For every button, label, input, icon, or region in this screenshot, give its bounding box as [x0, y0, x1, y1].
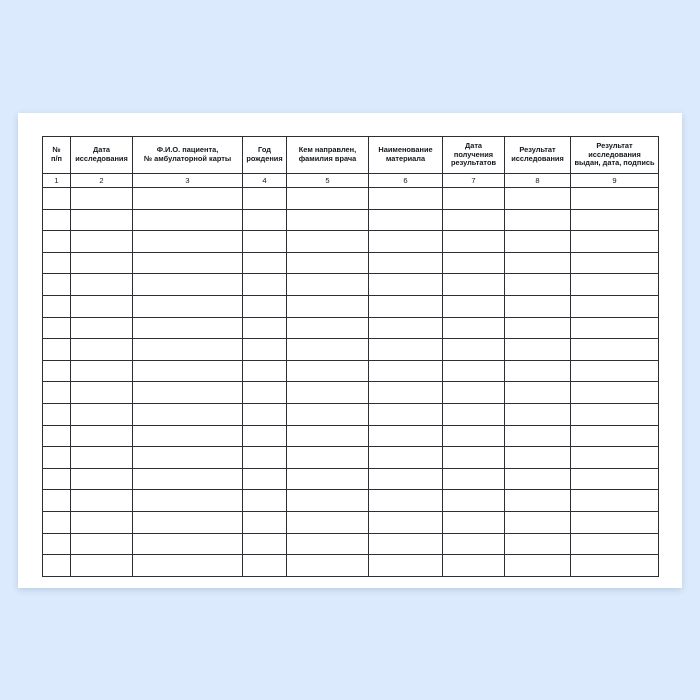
- table-row: [43, 317, 659, 339]
- table-cell[interactable]: [71, 447, 133, 469]
- table-cell[interactable]: [505, 360, 571, 382]
- table-body: [43, 174, 659, 577]
- table-cell[interactable]: [133, 317, 243, 339]
- table-cell[interactable]: [43, 209, 71, 231]
- table-cell[interactable]: [443, 274, 505, 296]
- table-cell[interactable]: [369, 533, 443, 555]
- table-cell[interactable]: [571, 533, 659, 555]
- table-cell[interactable]: [571, 425, 659, 447]
- header-line: Наименование: [378, 145, 433, 155]
- table-cell[interactable]: [443, 447, 505, 469]
- table-cell[interactable]: [243, 295, 287, 317]
- table-cell[interactable]: [43, 295, 71, 317]
- table-cell[interactable]: [571, 252, 659, 274]
- table-row: [43, 490, 659, 512]
- table-cell[interactable]: [43, 317, 71, 339]
- header-line: исследования: [588, 149, 641, 159]
- table-cell[interactable]: [133, 468, 243, 490]
- table-cell[interactable]: [505, 274, 571, 296]
- table-cell[interactable]: [43, 188, 71, 210]
- table-cell[interactable]: [287, 360, 369, 382]
- table-cell[interactable]: [71, 209, 133, 231]
- table-cell[interactable]: [505, 511, 571, 533]
- header-line: Результат: [596, 140, 633, 150]
- table-cell[interactable]: [287, 425, 369, 447]
- table-cell[interactable]: [505, 555, 571, 577]
- table-cell[interactable]: [71, 252, 133, 274]
- table-row: [43, 555, 659, 577]
- table-cell[interactable]: [505, 403, 571, 425]
- table-cell[interactable]: [133, 274, 243, 296]
- table-cell[interactable]: [443, 231, 505, 253]
- table-cell[interactable]: [443, 252, 505, 274]
- table-cell[interactable]: [71, 403, 133, 425]
- table-cell[interactable]: [287, 511, 369, 533]
- table-cell[interactable]: [243, 490, 287, 512]
- table-row: [43, 511, 659, 533]
- table-cell[interactable]: [443, 382, 505, 404]
- table-cell[interactable]: [287, 274, 369, 296]
- table-row: [43, 252, 659, 274]
- header-line: Дата: [464, 140, 483, 150]
- table-cell[interactable]: [243, 511, 287, 533]
- table-cell[interactable]: [243, 382, 287, 404]
- table-row: [43, 188, 659, 210]
- table-cell[interactable]: [443, 511, 505, 533]
- table-cell[interactable]: [71, 425, 133, 447]
- table-cell[interactable]: [43, 360, 71, 382]
- table-cell[interactable]: [133, 188, 243, 210]
- table-cell[interactable]: [71, 274, 133, 296]
- column-number-cell: 7: [443, 174, 505, 188]
- table-cell[interactable]: [43, 382, 71, 404]
- table-cell[interactable]: [243, 252, 287, 274]
- table-cell[interactable]: [133, 533, 243, 555]
- table-cell[interactable]: [287, 209, 369, 231]
- table-cell[interactable]: [243, 317, 287, 339]
- header-line: результатов: [450, 158, 497, 168]
- table-cell[interactable]: [571, 490, 659, 512]
- header-line: исследования: [511, 154, 564, 163]
- table-cell[interactable]: [71, 231, 133, 253]
- table-cell[interactable]: [243, 447, 287, 469]
- table-cell[interactable]: [369, 382, 443, 404]
- table-cell[interactable]: [43, 490, 71, 512]
- header-line: Кем направлен,: [298, 145, 357, 155]
- table-cell[interactable]: [71, 339, 133, 361]
- table-cell[interactable]: [571, 295, 659, 317]
- table-cell[interactable]: [71, 317, 133, 339]
- table-cell[interactable]: [443, 317, 505, 339]
- table-cell[interactable]: [71, 555, 133, 577]
- column-number-cell: 9: [571, 174, 659, 188]
- table-cell[interactable]: [505, 533, 571, 555]
- table-cell[interactable]: [505, 188, 571, 210]
- column-header-birth-year: [243, 137, 287, 174]
- table-cell[interactable]: [243, 555, 287, 577]
- table-cell[interactable]: [43, 231, 71, 253]
- table-cell[interactable]: [571, 209, 659, 231]
- table-cell[interactable]: [369, 490, 443, 512]
- table-cell[interactable]: [287, 252, 369, 274]
- table-cell[interactable]: [443, 555, 505, 577]
- table-cell[interactable]: [71, 533, 133, 555]
- table-cell[interactable]: [133, 360, 243, 382]
- table-cell[interactable]: [133, 447, 243, 469]
- table-cell[interactable]: [505, 252, 571, 274]
- table-cell[interactable]: [71, 382, 133, 404]
- table-cell[interactable]: [571, 403, 659, 425]
- table-row: [43, 360, 659, 382]
- column-header-referred-by: [287, 137, 369, 174]
- table-cell[interactable]: [505, 209, 571, 231]
- table-cell[interactable]: [369, 231, 443, 253]
- table-cell[interactable]: [287, 295, 369, 317]
- table-cell[interactable]: [43, 403, 71, 425]
- table-cell[interactable]: [43, 252, 71, 274]
- table-cell[interactable]: [505, 425, 571, 447]
- column-header-result-issued: [571, 137, 659, 174]
- table-cell[interactable]: [133, 231, 243, 253]
- column-number-cell: 4: [243, 174, 287, 188]
- table-cell[interactable]: [571, 511, 659, 533]
- table-cell[interactable]: [287, 231, 369, 253]
- table-cell[interactable]: [287, 447, 369, 469]
- table-cell[interactable]: [287, 382, 369, 404]
- table-cell[interactable]: [133, 382, 243, 404]
- header-line: Результат: [519, 145, 556, 155]
- table-row: [43, 425, 659, 447]
- table-row: [43, 339, 659, 361]
- column-number-cell: 8: [505, 174, 571, 188]
- table-cell[interactable]: [43, 425, 71, 447]
- table-cell[interactable]: [443, 188, 505, 210]
- table-row: [43, 382, 659, 404]
- table-cell[interactable]: [443, 468, 505, 490]
- column-number-cell: 5: [287, 174, 369, 188]
- table-cell[interactable]: [505, 339, 571, 361]
- table-cell[interactable]: [571, 274, 659, 296]
- table-cell[interactable]: [369, 468, 443, 490]
- header-line: рождения: [246, 154, 283, 163]
- table-row: [43, 533, 659, 555]
- table-cell[interactable]: [443, 209, 505, 231]
- table-cell[interactable]: [369, 511, 443, 533]
- table-row: [43, 274, 659, 296]
- table-cell[interactable]: [243, 533, 287, 555]
- header-line: Год: [258, 145, 271, 155]
- table-cell[interactable]: [443, 425, 505, 447]
- header-line: Ф.И.О. пациента,: [156, 145, 219, 155]
- table-cell[interactable]: [505, 382, 571, 404]
- table-cell[interactable]: [369, 403, 443, 425]
- table-cell[interactable]: [571, 188, 659, 210]
- header-row: [43, 137, 659, 174]
- table-cell[interactable]: [133, 209, 243, 231]
- table-cell[interactable]: [243, 188, 287, 210]
- column-number-cell: 3: [133, 174, 243, 188]
- table-cell[interactable]: [133, 339, 243, 361]
- column-header-results-date: [443, 137, 505, 174]
- table-cell[interactable]: [133, 252, 243, 274]
- table-cell[interactable]: [369, 209, 443, 231]
- table-cell[interactable]: [71, 188, 133, 210]
- column-number-cell: 1: [43, 174, 71, 188]
- header-line: выдан, дата, подпись: [574, 158, 655, 168]
- table-cell[interactable]: [505, 490, 571, 512]
- table-cell[interactable]: [133, 403, 243, 425]
- table-cell[interactable]: [287, 317, 369, 339]
- table-cell[interactable]: [505, 295, 571, 317]
- table-cell[interactable]: [243, 468, 287, 490]
- header-line: материала: [385, 154, 426, 163]
- table-cell[interactable]: [243, 360, 287, 382]
- table-cell[interactable]: [287, 555, 369, 577]
- table-cell[interactable]: [43, 555, 71, 577]
- table-cell[interactable]: [287, 403, 369, 425]
- table-cell[interactable]: [133, 555, 243, 577]
- table-cell[interactable]: [571, 468, 659, 490]
- table-cell[interactable]: [505, 231, 571, 253]
- table-cell[interactable]: [369, 188, 443, 210]
- table-cell[interactable]: [571, 231, 659, 253]
- table-cell[interactable]: [71, 360, 133, 382]
- table-cell[interactable]: [133, 425, 243, 447]
- table-cell[interactable]: [71, 511, 133, 533]
- table-cell[interactable]: [369, 555, 443, 577]
- column-number-cell: 2: [71, 174, 133, 188]
- table-cell[interactable]: [443, 403, 505, 425]
- table-cell[interactable]: [287, 188, 369, 210]
- header-line: п/п: [51, 154, 62, 163]
- column-header-number: [43, 137, 71, 174]
- table-cell[interactable]: [505, 447, 571, 469]
- table-cell[interactable]: [243, 339, 287, 361]
- table-cell[interactable]: [369, 447, 443, 469]
- header-line: исследования: [75, 154, 128, 163]
- table-cell[interactable]: [133, 295, 243, 317]
- table-cell[interactable]: [369, 339, 443, 361]
- table-cell[interactable]: [43, 447, 71, 469]
- table-row: [43, 231, 659, 253]
- table-cell[interactable]: [71, 490, 133, 512]
- table-cell[interactable]: [43, 533, 71, 555]
- header-line: №: [52, 145, 61, 155]
- table-cell[interactable]: [43, 274, 71, 296]
- column-header-material-name: [369, 137, 443, 174]
- table-cell[interactable]: [369, 295, 443, 317]
- table-cell[interactable]: [43, 468, 71, 490]
- column-number-cell: 6: [369, 174, 443, 188]
- header-line: № амбулаторной карты: [143, 154, 232, 163]
- column-header-research-result: [505, 137, 571, 174]
- table-cell[interactable]: [243, 209, 287, 231]
- table-cell[interactable]: [571, 382, 659, 404]
- table-cell[interactable]: [571, 317, 659, 339]
- journal-table-container: [42, 136, 658, 577]
- table-row: [43, 209, 659, 231]
- table-cell[interactable]: [571, 339, 659, 361]
- table-cell[interactable]: [287, 533, 369, 555]
- table-cell[interactable]: [443, 490, 505, 512]
- table-cell[interactable]: [43, 511, 71, 533]
- table-cell[interactable]: [243, 403, 287, 425]
- table-cell[interactable]: [369, 317, 443, 339]
- table-header: [43, 137, 659, 174]
- table-cell[interactable]: [369, 252, 443, 274]
- table-row: [43, 447, 659, 469]
- table-cell[interactable]: [71, 295, 133, 317]
- column-header-research-date: [71, 137, 133, 174]
- header-line: Дата: [92, 145, 111, 155]
- table-cell[interactable]: [571, 360, 659, 382]
- journal-table: [42, 136, 659, 577]
- table-cell[interactable]: [43, 339, 71, 361]
- table-cell[interactable]: [287, 468, 369, 490]
- header-line: фамилия врача: [298, 154, 357, 163]
- column-header-patient-name: [133, 137, 243, 174]
- header-line: получения: [453, 149, 494, 159]
- table-cell[interactable]: [243, 231, 287, 253]
- table-cell[interactable]: [287, 339, 369, 361]
- table-cell[interactable]: [287, 490, 369, 512]
- paper-sheet: [18, 113, 682, 588]
- table-cell[interactable]: [243, 425, 287, 447]
- table-cell[interactable]: [505, 468, 571, 490]
- table-row: [43, 403, 659, 425]
- table-cell[interactable]: [443, 533, 505, 555]
- table-cell[interactable]: [443, 360, 505, 382]
- table-cell[interactable]: [369, 274, 443, 296]
- table-cell[interactable]: [133, 490, 243, 512]
- table-cell[interactable]: [571, 555, 659, 577]
- table-cell[interactable]: [243, 274, 287, 296]
- table-cell[interactable]: [71, 468, 133, 490]
- table-cell[interactable]: [571, 447, 659, 469]
- table-cell[interactable]: [369, 360, 443, 382]
- table-row: [43, 468, 659, 490]
- column-number-row: [43, 174, 659, 188]
- table-cell[interactable]: [505, 317, 571, 339]
- table-row: [43, 295, 659, 317]
- table-cell[interactable]: [133, 511, 243, 533]
- table-cell[interactable]: [443, 295, 505, 317]
- table-cell[interactable]: [443, 339, 505, 361]
- table-cell[interactable]: [369, 425, 443, 447]
